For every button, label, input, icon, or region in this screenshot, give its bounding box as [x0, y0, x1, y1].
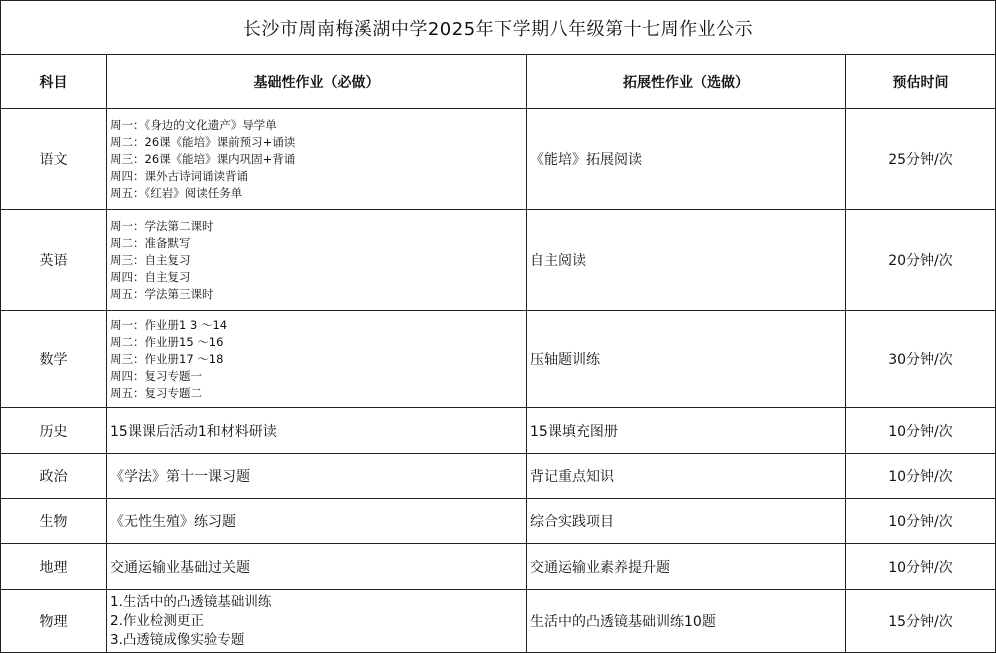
header-extended: 拓展性作业（选做） [527, 55, 846, 109]
table-row-shuxue [1, 311, 996, 408]
basic-line: 周一：作业册1 3 ～14 [110, 317, 228, 332]
table-row-shengwu [1, 499, 996, 544]
subject-cell: 数学 [1, 311, 107, 408]
basic-line: 周三：26课《能培》课内巩固+背诵 [110, 151, 296, 166]
basic-line: 周一：《身边的文化遗产》导学单 [110, 117, 277, 132]
basic-line: 周二：26课《能培》课前预习+诵读 [110, 134, 296, 149]
subject-cell: 物理 [1, 590, 107, 653]
basic-cell: 交通运输业基础过关题 [107, 544, 527, 590]
extended-cell: 生活中的凸透镜基础训练10题 [527, 590, 846, 653]
time-cell: 10分钟/次 [846, 454, 996, 499]
basic-cell: 15课课后活动1和材料研读 [107, 408, 527, 454]
basic-line: 周五：《红岩》阅读任务单 [110, 185, 243, 200]
table-row-lishi [1, 408, 996, 454]
basic-line: 周三：作业册17 ～18 [110, 351, 224, 366]
basic-line: 周三：自主复习 [110, 252, 191, 267]
subject-cell: 生物 [1, 499, 107, 544]
basic-cell [107, 109, 527, 210]
extended-cell: 自主阅读 [527, 210, 846, 311]
time-cell: 15分钟/次 [846, 590, 996, 653]
time-cell: 30分钟/次 [846, 311, 996, 408]
time-cell: 25分钟/次 [846, 109, 996, 210]
extended-cell: 交通运输业素养提升题 [527, 544, 846, 590]
subject-cell: 英语 [1, 210, 107, 311]
time-cell: 10分钟/次 [846, 499, 996, 544]
extended-cell: 15课填充图册 [527, 408, 846, 454]
basic-cell [107, 210, 527, 311]
subject-cell: 地理 [1, 544, 107, 590]
page-title: 长沙市周南梅溪湖中学2025年下学期八年级第十七周作业公示 [1, 1, 996, 55]
header-subject: 科目 [1, 55, 107, 109]
subject-cell: 语文 [1, 109, 107, 210]
extended-cell: 压轴题训练 [527, 311, 846, 408]
basic-line: 2.作业检测更正 [110, 612, 204, 629]
basic-line: 周四：课外古诗词诵读背诵 [110, 168, 248, 183]
extended-cell: 综合实践项目 [527, 499, 846, 544]
table-row-zhengzhi [1, 454, 996, 499]
subject-cell: 历史 [1, 408, 107, 454]
time-cell: 10分钟/次 [846, 544, 996, 590]
table-row-wuli [1, 590, 996, 653]
basic-line: 周四：复习专题一 [110, 368, 202, 383]
basic-line: 周二：准备默写 [110, 235, 191, 250]
basic-line: 3.凸透镜成像实验专题 [110, 631, 245, 648]
table-row-yuwen [1, 109, 996, 210]
basic-line: 周五：学法第三课时 [110, 286, 214, 301]
basic-line: 周一：学法第二课时 [110, 218, 214, 233]
basic-cell [107, 590, 527, 653]
basic-cell [107, 311, 527, 408]
table-row-dili [1, 544, 996, 590]
time-cell: 20分钟/次 [846, 210, 996, 311]
extended-cell: 背记重点知识 [527, 454, 846, 499]
subject-cell: 政治 [1, 454, 107, 499]
basic-cell: 《学法》第十一课习题 [107, 454, 527, 499]
table-row-yingyu [1, 210, 996, 311]
header-time: 预估时间 [846, 55, 996, 109]
title-row [1, 1, 996, 55]
basic-line: 1.生活中的凸透镜基础训练 [110, 593, 272, 610]
basic-cell: 《无性生殖》练习题 [107, 499, 527, 544]
basic-line: 周四：自主复习 [110, 269, 191, 284]
basic-line: 周五：复习专题二 [110, 385, 202, 400]
time-cell: 10分钟/次 [846, 408, 996, 454]
header-row [1, 55, 996, 109]
extended-cell: 《能培》拓展阅读 [527, 109, 846, 210]
header-basic: 基础性作业（必做） [107, 55, 527, 109]
basic-line: 周二：作业册15 ～16 [110, 334, 224, 349]
